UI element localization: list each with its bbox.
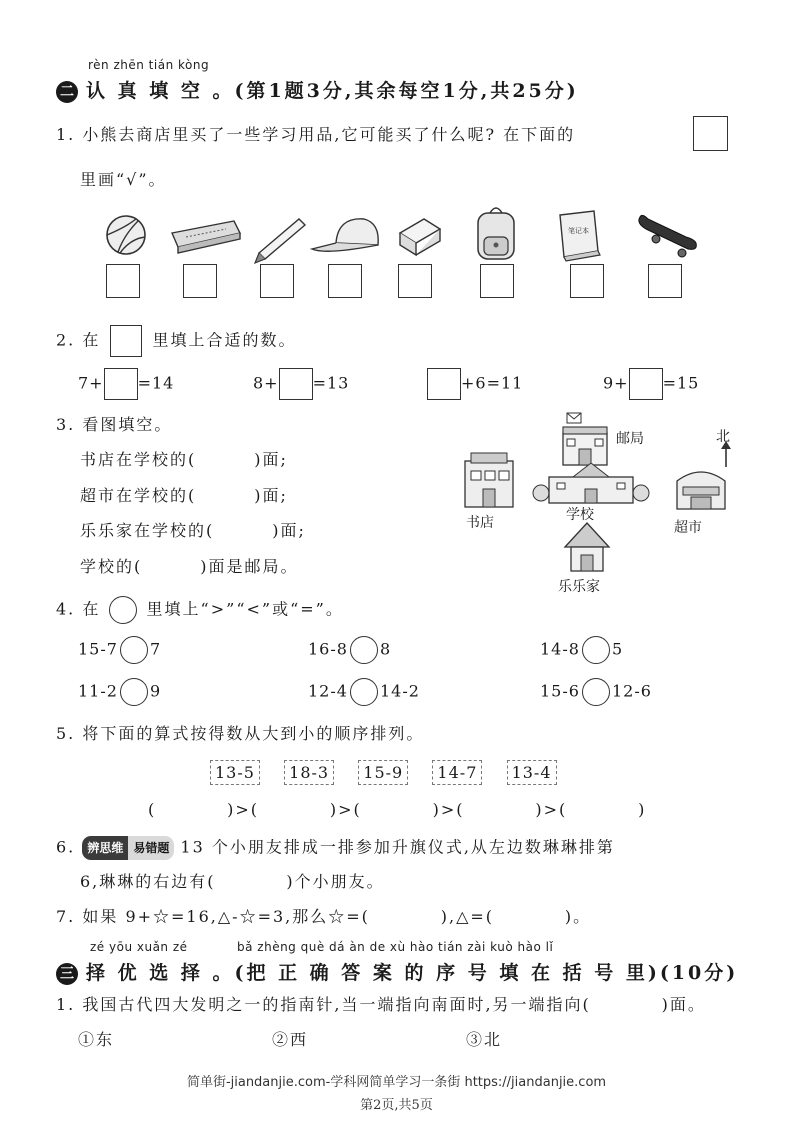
pencil-case-icon (172, 221, 240, 253)
q1-answer-box-1[interactable] (106, 264, 140, 298)
q4-item-2 (308, 636, 391, 664)
q4-item-3 (540, 636, 623, 664)
q3-line-2-b: )面; (254, 486, 288, 505)
q4-item-1-right: 7 (149, 639, 162, 659)
q1-answer-box-3[interactable] (260, 264, 294, 298)
q1-answer-box-6[interactable] (480, 264, 514, 298)
q3-line-1-a: 书店在学校的( (80, 450, 197, 469)
q5-expr-5: 13-4 (507, 760, 557, 785)
map-label-north: 北 (716, 429, 730, 445)
q4-prefix: 4. 在 (56, 599, 101, 619)
q3-map (455, 405, 755, 600)
q2-expr-4-right: =15 (662, 373, 700, 393)
bookstore-icon (465, 453, 513, 507)
q1-answer-box-4[interactable] (328, 264, 362, 298)
section2-header (56, 76, 579, 103)
map-label-post: 邮局 (616, 431, 644, 447)
q2-expr-4 (603, 368, 699, 400)
q2-expr-2 (253, 368, 349, 400)
q4-item-6-right: 12-6 (611, 681, 652, 701)
notebook-icon (560, 211, 600, 261)
q2-expr-3 (427, 368, 523, 400)
q4-circle-3[interactable] (582, 636, 610, 664)
section3-header (56, 958, 738, 985)
mc1-option-2[interactable]: ②西 (272, 1030, 309, 1049)
q5-expr-3: 15-9 (358, 760, 408, 785)
q2-expr-4-left: 9+ (603, 373, 629, 393)
mc1-option-1[interactable]: ①东 (78, 1030, 115, 1049)
q3-line-4-b: )面是邮局。 (200, 557, 299, 576)
footer-page-number: 第2页,共5页 (360, 1098, 433, 1113)
q5-title: 5. 将下面的算式按得数从大到小的顺序排列。 (56, 724, 425, 743)
q2-blank-2[interactable] (279, 368, 313, 400)
q4-item-2-left: 16-8 (308, 639, 348, 659)
q3-line-3-b: )面; (272, 521, 306, 540)
skateboard-icon (639, 215, 696, 257)
q4-item-3-right: 5 (611, 639, 624, 659)
cap-icon (312, 219, 378, 251)
q2-blank-3[interactable] (427, 368, 461, 400)
map-label-school: 学校 (566, 507, 594, 523)
notebook-label: 笔记本 (568, 227, 589, 235)
post-office-icon (563, 413, 607, 465)
q1-answer-box-5[interactable] (398, 264, 432, 298)
q2-expr-2-left: 8+ (253, 373, 279, 393)
q4-suffix: 里填上“>”“<”或“=”。 (146, 599, 344, 619)
eraser-icon (400, 219, 440, 255)
q2-instruction (56, 325, 297, 357)
q2-expr-2-right: =13 (312, 373, 350, 393)
q3-line-3-a: 乐乐家在学校的( (80, 521, 215, 540)
q3-title: 3. 看图填空。 (56, 415, 173, 434)
q5-answer-line[interactable]: ( )>( )>( )>( )>( ) (148, 800, 647, 819)
mc1-option-3[interactable]: ③北 (466, 1030, 503, 1049)
q3-line-2-a: 超市在学校的( (80, 486, 197, 505)
q6-tag-error-prone: 易错题 (128, 836, 174, 860)
lele-house-icon (565, 523, 609, 571)
school-icon (533, 463, 649, 503)
q4-circle-2[interactable] (350, 636, 378, 664)
section2-pinyin: rèn zhēn tián kòng (88, 58, 210, 72)
q2-expr-1 (78, 368, 174, 400)
q4-item-4 (78, 678, 161, 706)
q2-suffix: 里填上合适的数。 (152, 330, 297, 350)
q2-blank-4[interactable] (629, 368, 663, 400)
q1-example-box (693, 116, 728, 151)
q1-answer-box-7[interactable] (570, 264, 604, 298)
q1-line2: 里画“√”。 (80, 170, 167, 189)
q4-circle-6[interactable] (582, 678, 610, 706)
q2-expr-1-left: 7+ (78, 373, 104, 393)
q4-item-5 (308, 678, 420, 706)
q3-line-1 (80, 450, 288, 470)
q6-line1 (56, 836, 615, 860)
backpack-icon (478, 208, 514, 259)
q3-line-4-a: 学校的( (80, 557, 143, 576)
volleyball-icon (107, 216, 145, 254)
q5-expressions (210, 760, 557, 785)
map-label-home: 乐乐家 (558, 579, 600, 595)
q2-prefix: 2. 在 (56, 330, 101, 350)
footer-watermark: 简单街-jiandanjie.com-学科网简单学习一条街 https://jiandanjie.com (186, 1075, 607, 1090)
q1-line1: 1. 小熊去商店里买了一些学习用品,它可能买了什么呢? 在下面的 (56, 125, 576, 144)
q5-expr-1: 13-5 (210, 760, 260, 785)
q4-item-5-right: 14-2 (379, 681, 420, 701)
q2-expr-3-right: +6=11 (461, 373, 524, 393)
q4-example-circle (109, 596, 137, 624)
q6-number: 6. (56, 837, 76, 857)
q4-item-4-right: 9 (149, 681, 162, 701)
q6-line2: 6,琳琳的右边有( )个小朋友。 (80, 872, 385, 891)
map-label-market: 超市 (674, 520, 702, 536)
q3-line-1-b: )面; (254, 450, 288, 469)
q3-line-2 (80, 486, 288, 506)
q4-item-3-left: 14-8 (540, 639, 580, 659)
section3-badge: 三 (56, 963, 78, 985)
section2-title: 认 真 填 空 。(第1题3分,其余每空1分,共25分) (86, 80, 579, 102)
section3-pinyin-2: bǎ zhèng què dá àn de xù hào tián zài kuò hào lǐ (237, 940, 554, 954)
q4-item-6-left: 15-6 (540, 681, 580, 701)
q4-item-1-left: 15-7 (78, 639, 118, 659)
q4-circle-4[interactable] (120, 678, 148, 706)
q4-item-4-left: 11-2 (78, 681, 118, 701)
map-label-bookstore: 书店 (466, 515, 494, 531)
q4-item-2-right: 8 (379, 639, 392, 659)
q4-circle-1[interactable] (120, 636, 148, 664)
q5-expr-4: 14-7 (432, 760, 482, 785)
mc1-question: 1. 我国古代四大发明之一的指南针,当一端指向南面时,另一端指向( )面。 (56, 995, 706, 1014)
supermarket-icon (677, 472, 725, 509)
q2-blank-1[interactable] (104, 368, 138, 400)
pencil-icon (255, 219, 305, 263)
q4-item-1 (78, 636, 161, 664)
q6-text-1: 13 个小朋友排成一排参加升旗仪式,从左边数琳琳排第 (180, 837, 615, 857)
q1-answer-box-2[interactable] (183, 264, 217, 298)
q4-item-6 (540, 678, 652, 706)
q3-line-4 (80, 557, 299, 577)
section3-title: 择 优 选 择 。(把 正 确 答 案 的 序 号 填 在 括 号 里)(10分) (86, 962, 739, 984)
q1-answer-box-8[interactable] (648, 264, 682, 298)
q2-example-box (110, 325, 142, 357)
q4-item-5-left: 12-4 (308, 681, 348, 701)
q5-expr-2: 18-3 (284, 760, 334, 785)
q3-line-3 (80, 521, 306, 541)
q6-tag-thinking: 辨思维 (82, 836, 128, 860)
q4-circle-5[interactable] (350, 678, 378, 706)
q2-expr-1-right: =14 (137, 373, 175, 393)
section2-badge: 二 (56, 81, 78, 103)
section3-pinyin-1: zé yōu xuǎn zé (90, 940, 188, 954)
q4-instruction (56, 596, 344, 624)
q7-text: 7. 如果 9+☆=16,△-☆=3,那么☆=( ),△=( )。 (56, 907, 592, 926)
